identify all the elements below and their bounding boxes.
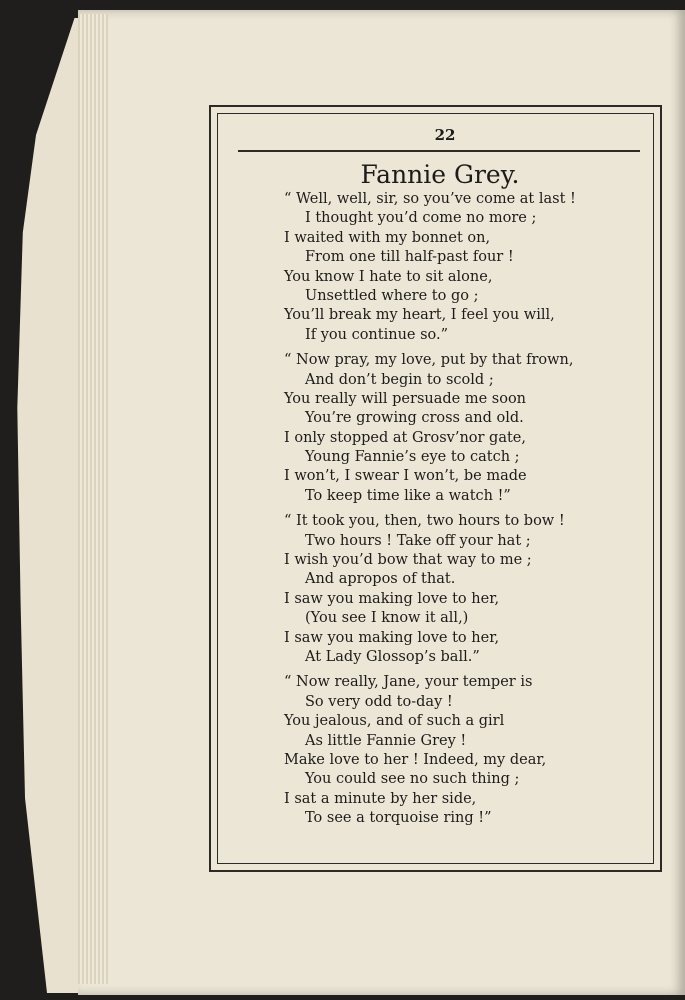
poem-body — [284, 190, 634, 829]
poem-line: You could see no such thing ; — [305, 771, 520, 788]
stanza — [284, 512, 634, 667]
poem-line: I only stopped at Grosv’nor gate, — [284, 429, 526, 446]
poem-line: If you continue so.” — [305, 326, 449, 343]
page-number: 22 — [434, 126, 456, 144]
poem-line: So very odd to-day ! — [305, 693, 453, 710]
poem-line: You’ll break my heart, I feel you will, — [284, 307, 555, 324]
poem-line: You jealous, and of such a girl — [284, 713, 505, 730]
stanza — [284, 351, 634, 506]
poem-line: (You see I know it all,) — [305, 610, 469, 627]
poem-line: I won’t, I swear I won’t, be made — [284, 468, 527, 485]
poem-line: I saw you making love to her, — [284, 629, 500, 646]
poem-line: Make love to her ! Indeed, my dear, — [284, 751, 547, 768]
poem-line: I thought you’d come no more ; — [305, 210, 537, 227]
poem-line: I saw you making love to her, — [284, 590, 500, 607]
poem-line: “ Now really, Jane, your temper is — [284, 674, 533, 691]
poem-line: I waited with my bonnet on, — [284, 229, 491, 246]
page-stack-edges — [78, 14, 108, 984]
poem-line: At Lady Glossop’s ball.” — [305, 648, 480, 665]
stanza — [284, 190, 634, 345]
poem-line: You really will persuade me soon — [284, 390, 527, 407]
poem-line: I sat a minute by her side, — [284, 790, 477, 807]
poem-line: Two hours ! Take off your hat ; — [305, 532, 531, 549]
poem-line: And don’t begin to scold ; — [305, 371, 494, 388]
poem-line: To keep time like a watch !” — [305, 487, 511, 504]
poem-line: “ Well, well, sir, so you’ve come at last ! — [284, 191, 576, 207]
poem-line: You’re growing cross and old. — [305, 410, 524, 427]
stanza — [284, 673, 634, 828]
poem-line: Unsettled where to go ; — [305, 287, 479, 304]
poem-line: To see a torquoise ring !” — [305, 810, 492, 827]
header-rule — [238, 150, 640, 152]
poem-line: As little Fannie Grey ! — [305, 732, 467, 749]
poem-line: You know I hate to sit alone, — [284, 268, 493, 285]
poem-line: “ Now pray, my love, put by that frown, — [284, 352, 574, 369]
poem-line: From one till half-past four ! — [305, 249, 514, 266]
poem-title: Fannie Grey. — [360, 160, 520, 189]
poem-line: Young Fannie’s eye to catch ; — [305, 449, 520, 466]
poem-line: And apropos of that. — [305, 571, 456, 588]
poem-line: “ It took you, then, two hours to bow ! — [284, 513, 565, 530]
poem-line: I wish you’d bow that way to me ; — [284, 552, 532, 569]
